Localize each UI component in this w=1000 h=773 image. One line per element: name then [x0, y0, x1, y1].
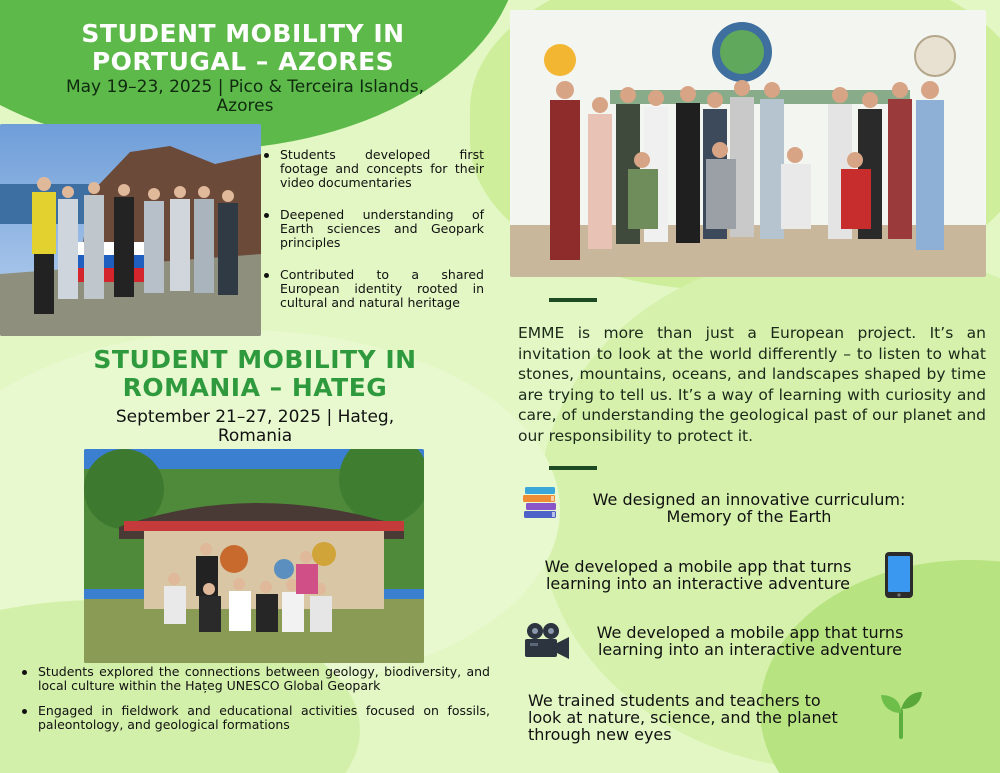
feature-video [575, 624, 925, 658]
feature-text: learning into an interactive adventure [545, 574, 851, 593]
section-divider [549, 298, 597, 302]
romania-title: STUDENT MOBILITY IN ROMANIA – HATEG [93, 345, 417, 402]
feature-mobile-app [520, 558, 876, 592]
portugal-title: STUDENT MOBILITY IN PORTUGAL – AZORES [81, 19, 405, 76]
feature-training [528, 692, 878, 743]
smartphone-icon [882, 550, 916, 600]
section-divider [549, 466, 597, 470]
romania-dates: September 21–27, 2025 | Hateg, Romania [115, 407, 395, 446]
list-item: Deepened understanding of Earth sciences and Geopark principles [262, 208, 484, 250]
portugal-group-photo [0, 124, 261, 336]
feature-text: We developed a mobile app that turns [596, 623, 904, 642]
feature-text: We designed an innovative curriculum: [592, 490, 906, 509]
feature-text: learning into an interactive adventure [597, 640, 903, 659]
feature-text: through new eyes [528, 725, 672, 744]
romania-bullet-list [20, 665, 490, 743]
list-item: Contributed to a shared European identity rooted in cultural and natural heritage [262, 268, 484, 310]
feature-text: We trained students and teachers to [528, 691, 821, 710]
list-item: Students explored the connections between geology, biodiversity, and local culture within the Hațeg UNESCO Global Geopark [20, 665, 490, 692]
project-team-photo [510, 10, 986, 277]
list-item: Students developed first footage and concepts for their video documentaries [262, 148, 484, 190]
portugal-bullet-list [262, 148, 484, 328]
feature-text: We developed a mobile app that turns [544, 557, 852, 576]
feature-text: Memory of the Earth [666, 507, 832, 526]
portugal-dates: May 19–23, 2025 | Pico & Terceira Islands, Azores [65, 77, 425, 116]
romania-group-photo [84, 449, 424, 663]
books-icon [520, 483, 560, 521]
feature-curriculum [566, 491, 932, 525]
emme-intro-paragraph: EMME is more than just a European project. It’s an invitation to look at the world differently – to listen to what stones, mountains, oceans, and landscapes shaped by time are trying to tell us. It’s a way of learning with curiosity and care, of understanding the geological past of our planet and our responsibility to protect it. [518, 324, 986, 445]
sprout-icon [878, 688, 924, 740]
video-camera-icon [520, 620, 572, 662]
feature-text: look at nature, science, and the planet [528, 708, 838, 727]
list-item: Engaged in fieldwork and educational activities focused on fossils, paleontology, and geological formations [20, 704, 490, 731]
